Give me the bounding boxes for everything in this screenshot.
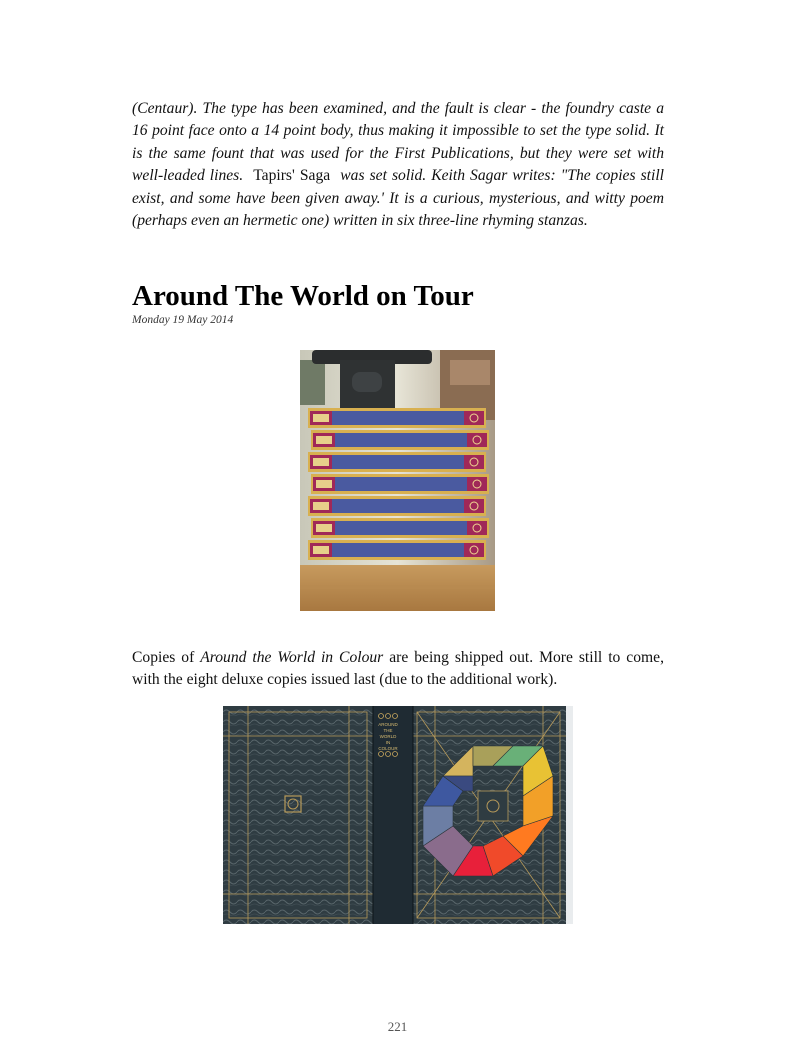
stacked-books-in-press-icon [300,350,495,611]
book-spine [308,452,486,472]
book-spine [311,518,489,538]
intro-text-part1: (Centaur). The type has been examined, and the fault is clear - the foundry caste a 16 point face onto a 14 point body, thus making it impossible to set the type solid. It is the same fount that was used for the First Publications, but they were set with well-leaded lines. [132,100,664,185]
post-date: Monday 19 May 2014 [132,314,234,326]
spine-lettering: WORLD [379,734,397,739]
post-title: Around The World on Tour [132,280,474,312]
book-binding-photo [223,706,573,924]
spine-lettering: AROUND [378,722,398,727]
spine-lettering: THE [383,728,393,733]
book-spine [308,540,486,560]
book-spine [308,496,486,516]
book-title: Around the World in Colour [200,649,384,666]
book-stack-photo [300,350,495,611]
open-book-binding-icon [223,706,573,924]
tapirs-saga-title: Tapirs' Saga [253,167,331,185]
book-spine [311,474,489,494]
post-body-after: are being shipped out. More still to come, with the eight deluxe copies issued last (due to the additional work). [132,649,664,688]
intro-paragraph [132,98,664,232]
book-spine [311,430,489,450]
page-number: 221 [387,1019,408,1034]
intro-text-part2: was set solid. Keith Sagar writes: "The copies still exist, and some have been given away.' It is a curious, mysterious, and witty poem (perhaps even an hermetic one) written in six three-line rhyming stanzas. [132,167,664,230]
post-body-before: Copies of [132,649,195,666]
post-body [132,647,664,691]
spine-lettering: IN [385,740,391,745]
spine-lettering: COLOUR [378,746,398,751]
book-spine [308,408,486,428]
